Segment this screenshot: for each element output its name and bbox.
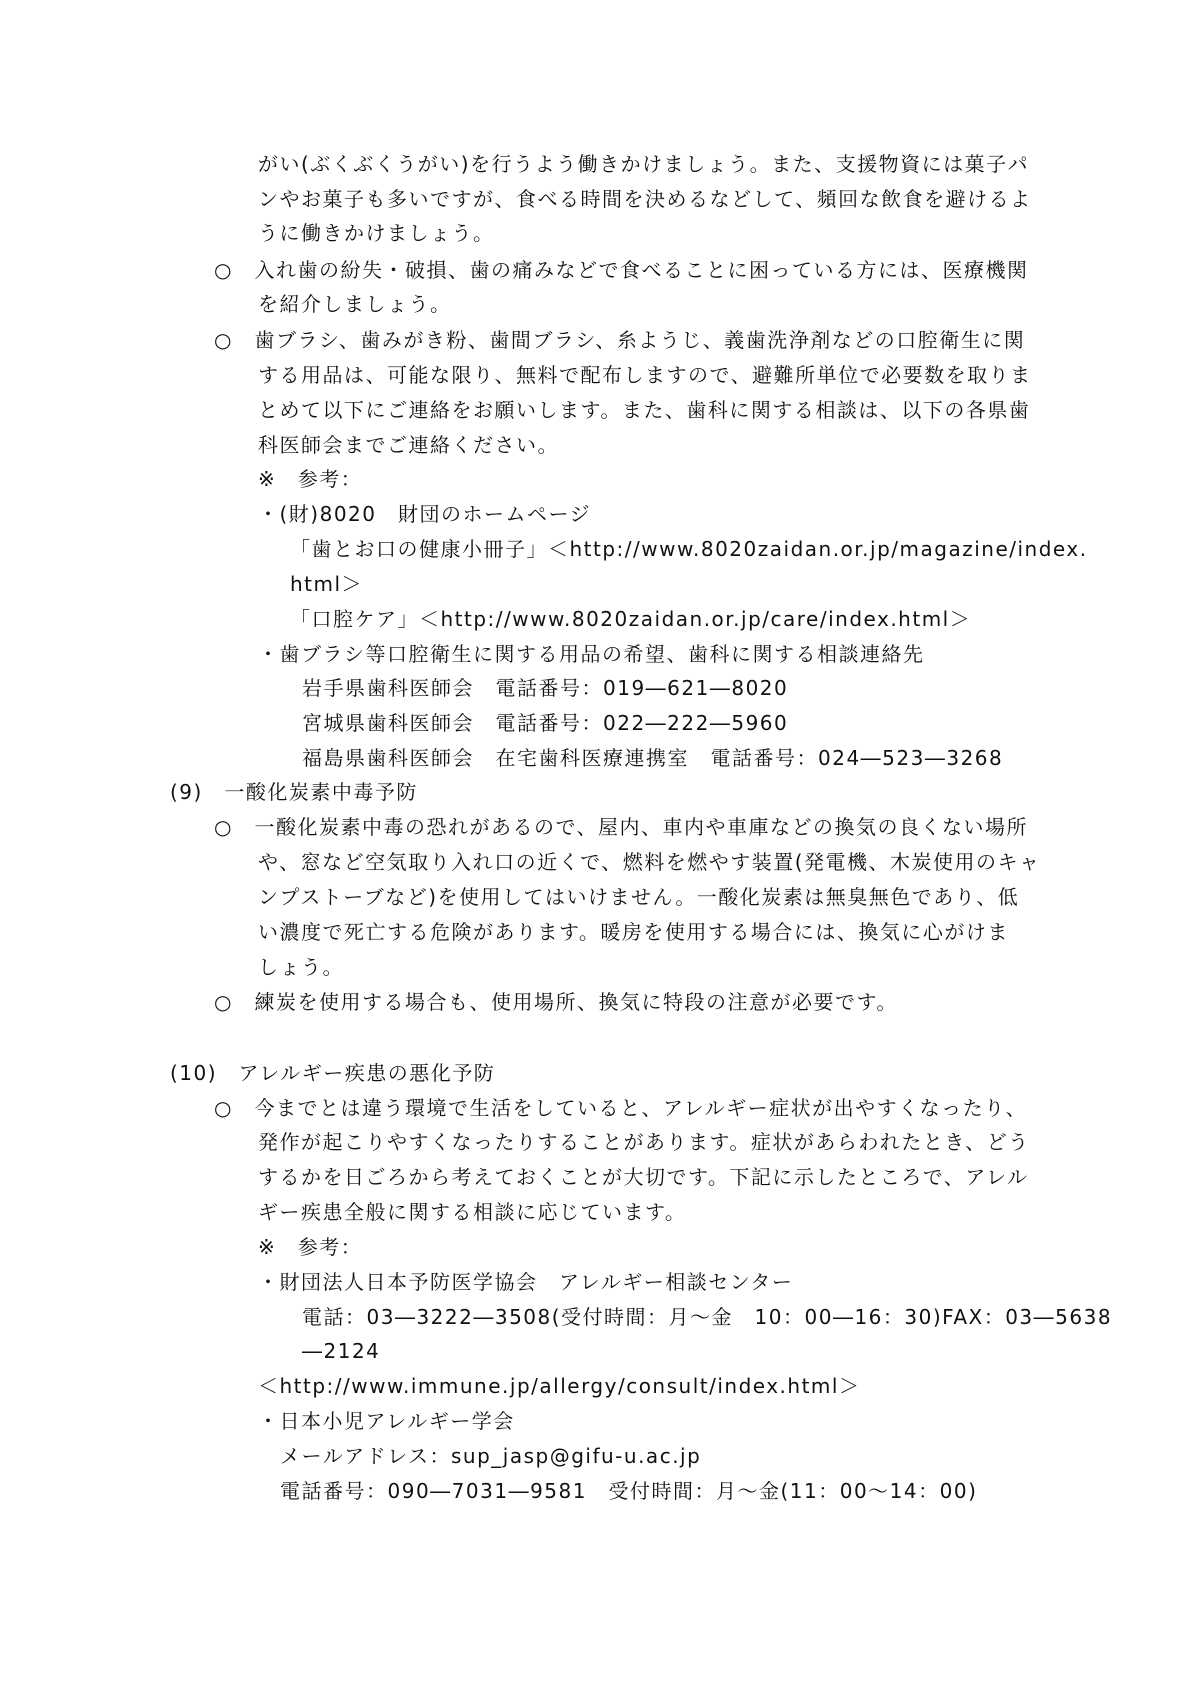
text-line: とめて以下にご連絡をお願いします。また、歯科に関する相談は、以下の各県歯	[258, 398, 1031, 422]
bullet-item: ・財団法人日本予防医学協会 アレルギー相談センター	[258, 1270, 794, 1294]
reference-note: ※ 参考：	[258, 1235, 363, 1259]
bullet-item: ・(財)8020 財団のホームページ	[258, 502, 592, 526]
list-item: ○ 練炭を使用する場合も、使用場所、換気に特段の注意が必要です。	[214, 990, 898, 1014]
text-line: ンプストーブなど)を使用してはいけません。一酸化炭素は無臭無色であり、低	[258, 885, 1020, 909]
text-line: い濃度で死亡する危険があります。暖房を使用する場合には、換気に心がけま	[258, 920, 1009, 944]
list-item: ○ 今までとは違う環境で生活をしていると、アレルギー症状が出やすくなったり、	[214, 1096, 1028, 1120]
list-item: ○ 歯ブラシ、歯みがき粉、歯間ブラシ、糸ようじ、義歯洗浄剤などの口腔衛生に関	[214, 328, 1026, 352]
reference-link[interactable]: 「口腔ケア」＜http://www.8020zaidan.or.jp/care/index.html＞	[290, 607, 972, 631]
text-line: するかを日ごろから考えておくことが大切です。下記に示したところで、アレル	[258, 1165, 1029, 1189]
contact-line: 電話番号：090―7031―9581 受付時間：月～金(11：00～14：00)	[280, 1479, 978, 1503]
text-line: 発作が起こりやすくなったりすることがあります。症状があらわれたとき、どう	[258, 1130, 1030, 1154]
list-item: ○ 入れ歯の紛失・破損、歯の痛みなどで食べることに困っている方には、医療機関	[214, 258, 1029, 282]
contact-email[interactable]: メールアドレス：sup_jasp@gifu-u.ac.jp	[280, 1444, 702, 1468]
text-line: しょう。	[258, 955, 344, 979]
text-line: 科医師会までご連絡ください。	[258, 433, 559, 457]
list-item: ○ 一酸化炭素中毒の恐れがあるので、屋内、車内や車庫などの換気の良くない場所	[214, 815, 1029, 839]
contact-line: 電話：03―3222―3508(受付時間：月～金 10：00―16：30)FAX：03―5638	[302, 1305, 1113, 1329]
text-line: を紹介しましょう。	[258, 292, 452, 316]
contact-line: 福島県歯科医師会 在宅歯科医療連携室 電話番号：024―523―3268	[302, 746, 1004, 770]
reference-link[interactable]: 「歯とお口の健康小冊子」＜http://www.8020zaidan.or.jp/magazine/index.	[290, 537, 1088, 561]
contact-line: 岩手県歯科医師会 電話番号：019―621―8020	[302, 676, 789, 700]
text-line: うに働きかけましょう。	[258, 221, 495, 245]
reference-note: ※ 参考：	[258, 467, 363, 491]
bullet-item: ・日本小児アレルギー学会	[258, 1409, 515, 1433]
text-line: する用品は、可能な限り、無料で配布しますので、避難所単位で必要数を取りま	[258, 363, 1032, 387]
section-heading: (10) アレルギー疾患の悪化予防	[170, 1061, 496, 1085]
reference-link[interactable]: ＜http://www.immune.jp/allergy/consult/index.html＞	[258, 1374, 861, 1398]
contact-line: 宮城県歯科医師会 電話番号：022―222―5960	[302, 711, 789, 735]
text-line: ンやお菓子も多いですが、食べる時間を決めるなどして、頻回な飲食を避けるよ	[258, 187, 1032, 211]
reference-link[interactable]: html＞	[290, 572, 364, 596]
section-heading: (9) 一酸化炭素中毒予防	[170, 780, 418, 804]
text-line: がい(ぶくぶくうがい)を行うよう働きかけましょう。また、支援物資には菓子パ	[258, 152, 1030, 176]
text-line: ギー疾患全般に関する相談に応じています。	[258, 1200, 687, 1224]
contact-line: ―2124	[302, 1339, 381, 1363]
text-line: や、窓など空気取り入れ口の近くで、燃料を燃やす装置(発電機、木炭使用のキャ	[258, 850, 1041, 874]
bullet-item: ・歯ブラシ等口腔衛生に関する用品の希望、歯科に関する相談連絡先	[258, 642, 925, 666]
